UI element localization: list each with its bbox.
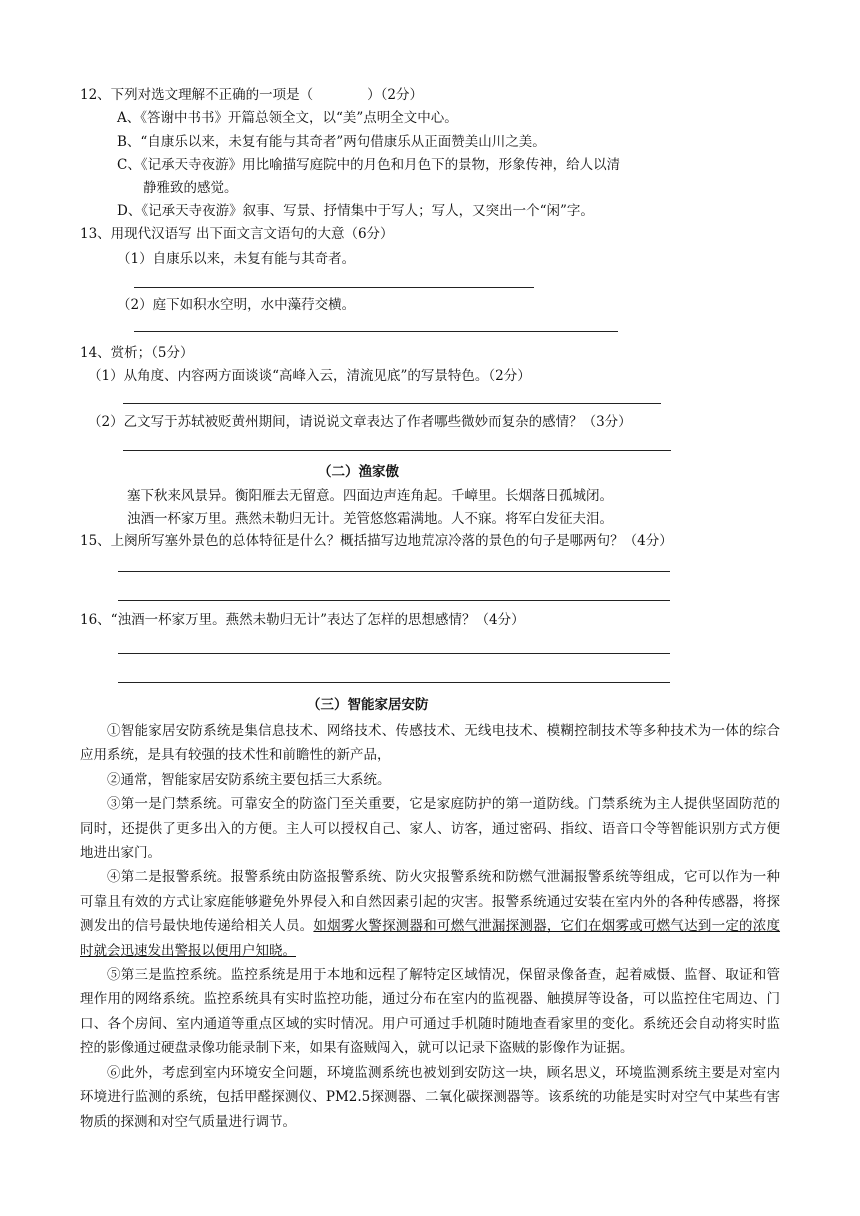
q12-option-b: B、“自康乐以来，未复有能与其奇者”两句借康乐从正面赞美山川之美。 [117, 134, 546, 150]
paragraph-4 [80, 865, 780, 963]
q13-sentence-1: （1）自康乐以来，未复有能与其奇者。 [117, 251, 356, 267]
q14-subquestion-1: （1）从角度、内容两方面谈谈“高峰入云，清流见底”的写景特色。（2分） [88, 368, 531, 384]
q12-option-d: D、《记承天寺夜游》叙事、写景、抒情集中于写人；写人，又突出一个“闲”字。 [117, 203, 594, 219]
q12-stem: 12、下列对选文理解不正确的一项是（ ）（2分） [80, 87, 424, 103]
answer-line[interactable] [118, 653, 670, 654]
q13-stem: 13、用现代汉语写 出下面文言文语句的大意（6分） [80, 226, 394, 242]
paragraph-1: ①智能家居安防系统是集信息技术、网络技术、传感技术、无线电技术、模糊控制技术等多种技术为一体的综合应用系统，是具有较强的技术性和前瞻性的新产品， [80, 723, 780, 764]
paragraph-5: ⑤第三是监控系统。监控系统是用于本地和远程了解特定区域情况，保留录像备查，起着威慑、监督、取证和管理作用的网络系统。监控系统具有实时监控功能，通过分布在室内的监视器、触摸屏等设备，可以监控住宅周边、门口、各个房间、室内通道等重点区域的实时情况。用户可通过手机随时随地查看家里的变化。系统还会自动将实时监控的影像通过硬盘录像功能录制下来，如果有盗贼闯入，就可以记录下盗贼的影像作为证据。 [80, 967, 780, 1057]
poem-line-2: 浊酒一杯家万里。燕然未勒归无计。羌管悠悠霜满地。人不寐。将军白发征夫泪。 [127, 511, 613, 527]
q14-stem: 14、赏析；（5分） [80, 345, 194, 361]
section-3-title: （三）智能家居安防 [307, 697, 429, 713]
poem-line-1: 塞下秋来风景异。衡阳雁去无留意。四面边声连角起。千嶂里。长烟落日孤城闭。 [127, 488, 613, 504]
answer-line[interactable] [118, 600, 670, 601]
q15-stem: 15、上阕所写塞外景色的总体特征是什么？概括描写边地荒凉冷落的景色的句子是哪两句？（4分） [80, 533, 673, 549]
q12-option-c: C、《记承天寺夜游》用比喻描写庭院中的月色和月色下的景物，形象传神，给人以清 [117, 157, 621, 173]
article-body [80, 719, 780, 1134]
answer-line[interactable] [123, 450, 671, 451]
answer-line[interactable] [134, 331, 618, 332]
answer-line[interactable] [118, 682, 670, 683]
answer-line[interactable] [118, 571, 670, 572]
section-2-title: （二）渔家傲 [318, 464, 399, 480]
answer-line[interactable] [134, 287, 534, 288]
q16-stem: 16、“浊酒一杯家万里。燕然未勒归无计”表达了怎样的思想感情？（4分） [80, 612, 525, 628]
paragraph-2: ②通常，智能家居安防系统主要包括三大系统。 [107, 771, 391, 788]
q12-option-a: A、《答谢中书书》开篇总领全文，以“美”点明全文中心。 [117, 110, 458, 126]
paragraph-3: ③第一是门禁系统。可靠安全的防盗门至关重要，它是家庭防护的第一道防线。门禁系统为主人提供坚固防范的同时，还提供了更多出入的方便。主人可以授权自己、家人、访客，通过密码、指纹、语音口令等智能识别方式方便地进出家门。 [80, 796, 780, 862]
q12-option-c-cont: 静雅致的感觉。 [143, 180, 238, 196]
q13-sentence-2: （2）庭下如积水空明，水中藻荇交横。 [117, 297, 356, 313]
answer-line[interactable] [123, 403, 661, 404]
underlined-sentence: 如烟雾火警探测器和可燃气泄漏探测器，它们在烟雾或可燃气达到一定的浓度时就会迅速发出警报以便用户知晓。 [80, 918, 781, 959]
q14-subquestion-2: （2）乙文写于苏轼被贬黄州期间，请说说文章表达了作者哪些微妙而复杂的感情？（3分） [88, 414, 632, 430]
paragraph-4-text: ④第二是报警系统。报警系统由防盗报警系统、防火灾报警系统和防燃气泄漏报警系统等组成，它可以作为一种可靠且有效的方式让家庭能够避免外界侵入和自然因素引起的灾害。报警系统通过安装在室内外的各种传感器，将探测发出的信号最快地传递给相关人员。 [80, 869, 780, 935]
paragraph-6: ⑥此外，考虑到室内环境安全问题，环境监测系统也被划到安防这一块，顾名思义，环境监测系统主要是对室内环境进行监测的系统，包括甲醛探测仪、PM2.5探测器、二氧化碳探测器等。该系统的功能是实时对空气中某些有害物质的探测和对空气质量进行调节。 [80, 1064, 780, 1130]
